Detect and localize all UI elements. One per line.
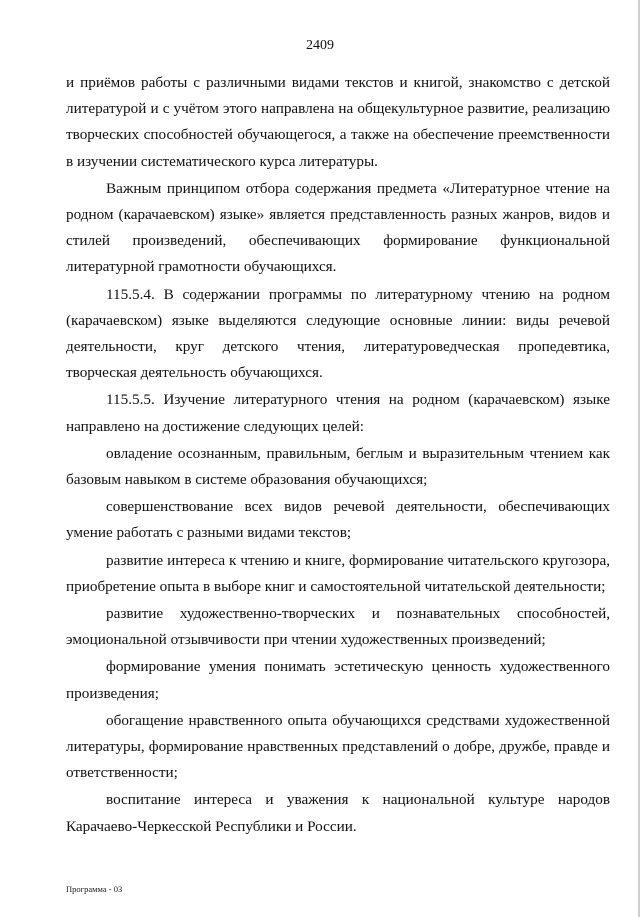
goal-item: воспитание интереса и уважения к национальной культуре народов Карачаево-Черкесской Республики и России. xyxy=(66,791,610,835)
goal-item: совершенствование всех видов речевой деятельности, обеспечивающих умение работать с разными видами текстов; xyxy=(66,498,610,542)
paragraph-115-5-4: 115.5.4. В содержании программы по литературному чтению на родном (карачаевском) языке выделяются следующие основные линии: виды речевой деятельности, круг детского чтения, литературоведческая пропедевтика, творческая деятельность обучающихся. xyxy=(66,285,610,382)
paragraph-115-5-5: 115.5.5. Изучение литературного чтения на родном (карачаевском) языке направлено на достижение следующих целей: xyxy=(66,391,610,435)
page-number: 2409 xyxy=(306,38,334,53)
goal-item: обогащение нравственного опыта обучающихся средствами художественной литературы, формирование нравственных представлений о добре, дружбе, правде и ответственности; xyxy=(66,711,610,782)
paragraph-continuation: и приёмов работы с различными видами текстов и книгой, знакомство с детской литературой и с учётом этого направлена на общекультурное развитие, реализацию творческих способностей обучающегося, а также на обеспечение преемственности в изучении систематического курса литературы. xyxy=(66,74,610,170)
goal-item: развитие художественно-творческих и познавательных способностей, эмоциональной отзывчивости при чтении художественных произведений; xyxy=(66,605,610,649)
paragraph-selection-principle: Важным принципом отбора содержания предмета «Литературное чтение на родном (карачаевском) языке» является представленность разных жанров, видов и стилей произведений, обеспечивающих формирование функциональной литературной грамотности обучающихся. xyxy=(66,179,610,276)
goal-item: формирование умения понимать эстетическую ценность художественного произведения; xyxy=(66,658,610,702)
goal-item: развитие интереса к чтению и книге, формирование читательского кругозора, приобретение опыта в выборе книг и самостоятельной читательской деятельности; xyxy=(66,551,610,595)
goal-item: овладение осознанным, правильным, беглым и выразительным чтением как базовым навыком в системе образования обучающихся; xyxy=(66,444,610,489)
page-footer: Программа - 03 xyxy=(66,884,123,894)
document-body xyxy=(66,70,610,840)
